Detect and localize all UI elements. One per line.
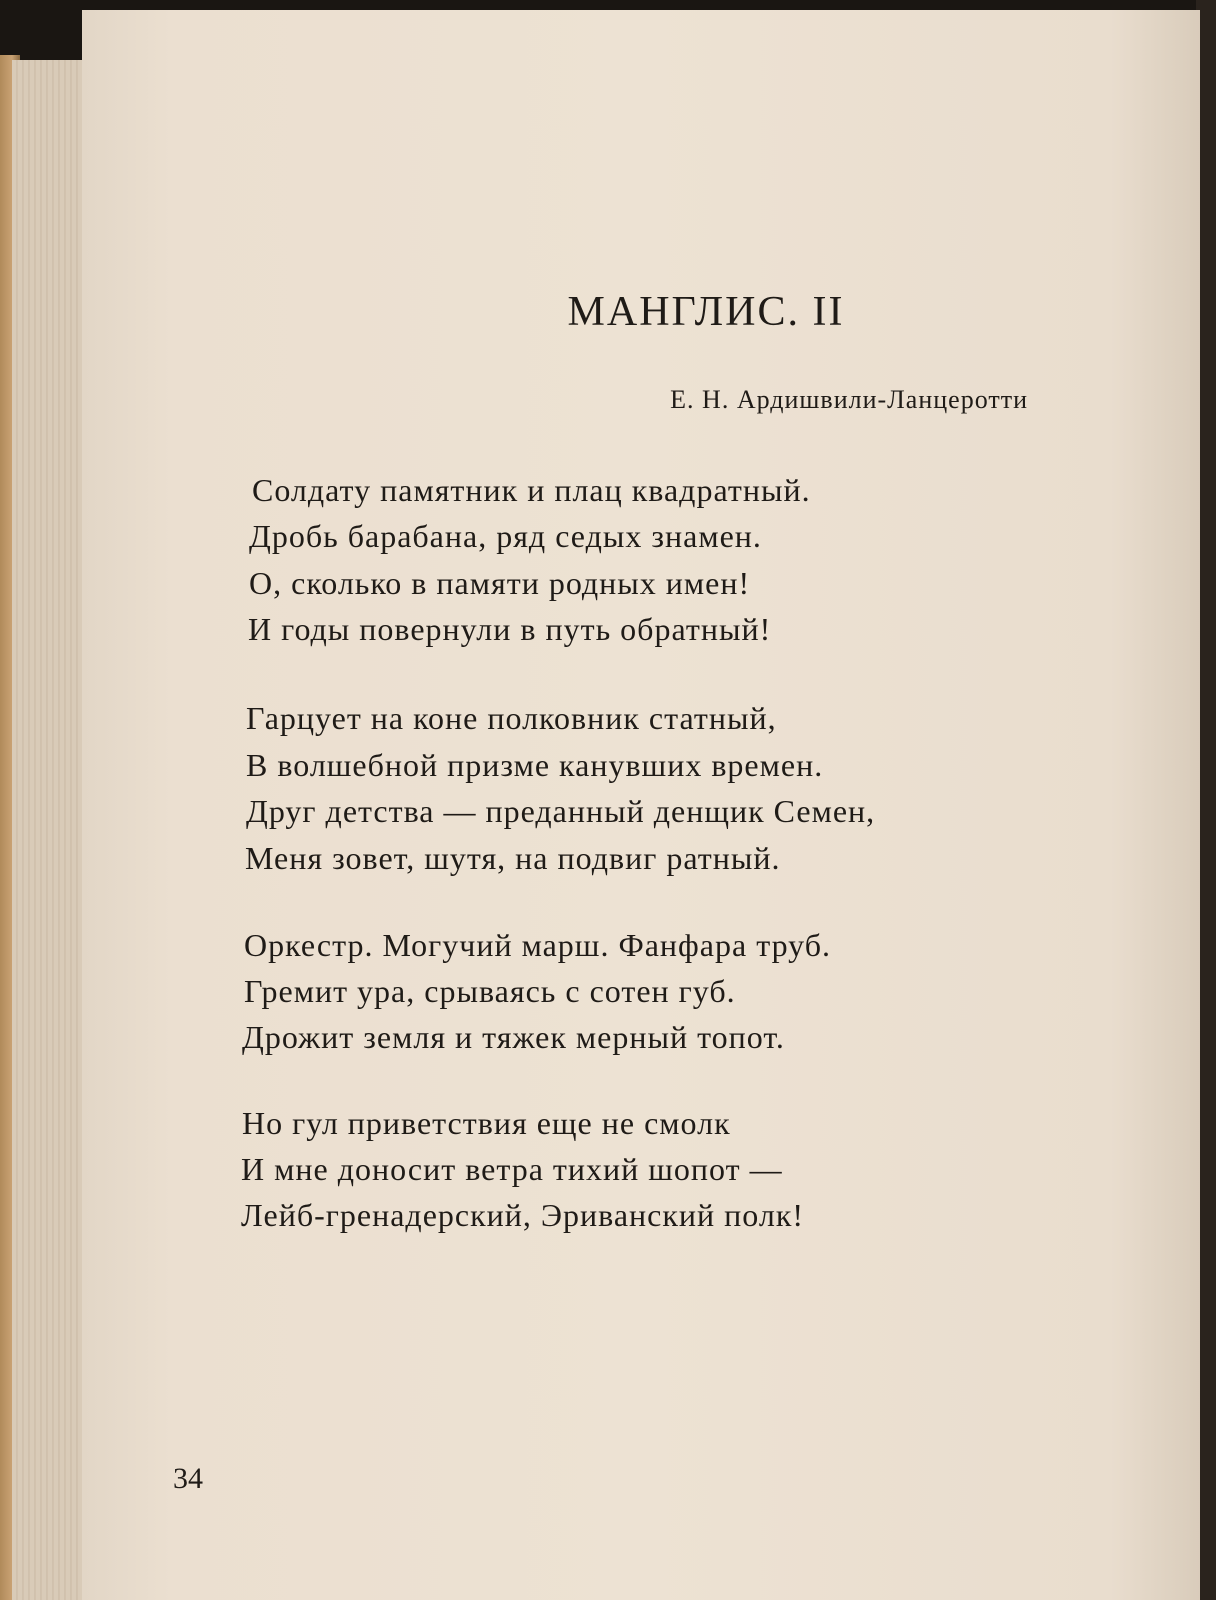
poem-dedication: Е. Н. Ардишвили-Ланцеротти	[670, 385, 1028, 414]
poem-line: Гремит ура, срываясь с сотен губ.	[244, 973, 736, 1009]
poem-line: Дробь барабана, ряд седых знамен.	[249, 518, 762, 554]
poem-line: Меня зовет, шутя, на подвиг ратный.	[245, 840, 781, 876]
poem-line: Дрожит земля и тяжек мерный топот.	[242, 1019, 785, 1055]
page-stack-edge	[12, 60, 92, 1600]
poem-line: Оркестр. Могучий марш. Фанфара труб.	[244, 927, 831, 963]
poem-line: В волшебной призме канувших времен.	[246, 747, 824, 783]
poem-line: Солдату памятник и плац квадратный.	[252, 472, 811, 508]
poem-line: И мне доносит ветра тихий шопот —	[241, 1151, 783, 1187]
poem-line: И годы повернули в путь обратный!	[248, 611, 772, 647]
poem-line: Лейб-гренадерский, Эриванский полк!	[241, 1197, 805, 1233]
poem-line: Гарцует на коне полковник статный,	[246, 700, 777, 736]
page-number: 34	[173, 1462, 203, 1495]
poem-line: Друг детства — преданный денщик Семен,	[246, 793, 876, 829]
book-page	[82, 10, 1200, 1600]
poem-line: О, сколько в памяти родных имен!	[249, 565, 751, 601]
poem-title: МАНГЛИС. II	[567, 289, 845, 335]
poem-line: Но гул приветствия еще не смолк	[242, 1105, 731, 1141]
